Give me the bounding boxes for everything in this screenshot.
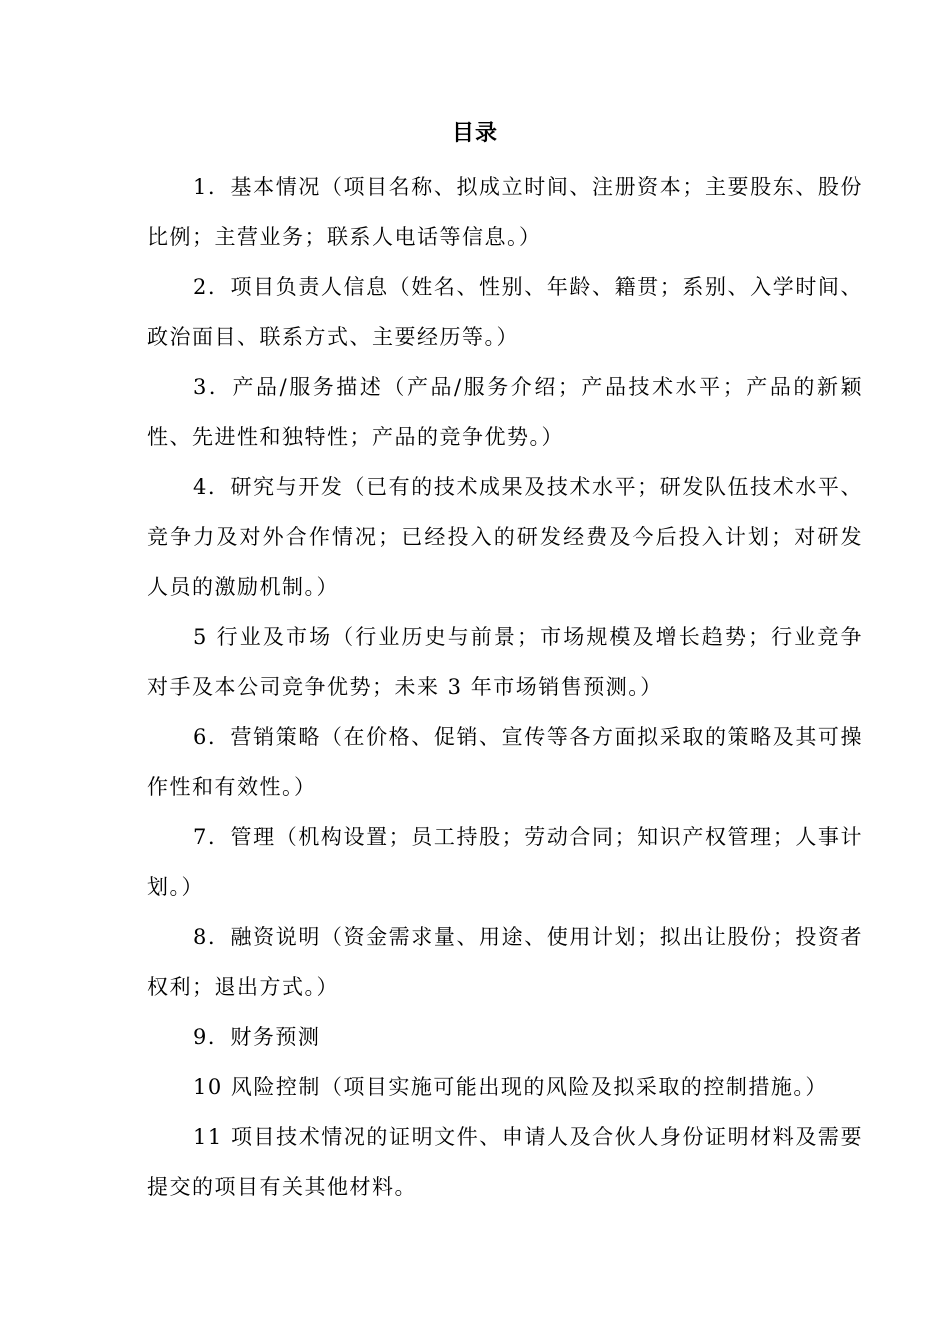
- toc-item-1: 1．基本情况（项目名称、拟成立时间、注册资本；主要股东、股份比例；主营业务；联系人电话等信息。）: [147, 175, 863, 249]
- toc-list: [147, 162, 863, 1212]
- page-title: 目录: [451, 121, 498, 146]
- toc-item-4: 4．研究与开发（已有的技术成果及技术水平；研发队伍技术水平、竞争力及对外合作情况；已经投入的研发经费及今后投入计划；对研发人员的激励机制。）: [147, 475, 863, 599]
- toc-item-3: 3．产品/服务描述（产品/服务介绍；产品技术水平；产品的新颖性、先进性和独特性；产品的竞争优势。）: [147, 375, 863, 449]
- toc-item-9: 9．财务预测: [193, 1025, 321, 1049]
- toc-item-7: 7．管理（机构设置；员工持股；劳动合同；知识产权管理；人事计划。）: [147, 825, 863, 899]
- toc-item-5: 5 行业及市场（行业历史与前景；市场规模及增长趋势；行业竞争对手及本公司竞争优势；未来 3 年市场销售预测。）: [147, 625, 863, 699]
- toc-item-2: 2．项目负责人信息（姓名、性别、年龄、籍贯；系别、入学时间、政治面目、联系方式、主要经历等。）: [147, 275, 863, 349]
- toc-item-10: 10 风险控制（项目实施可能出现的风险及拟采取的控制措施。）: [193, 1075, 828, 1099]
- toc-item-11: 11 项目技术情况的证明文件、申请人及合伙人身份证明材料及需要提交的项目有关其他材料。: [147, 1125, 863, 1199]
- toc-item-8: 8．融资说明（资金需求量、用途、使用计划；拟出让股份；投资者权利；退出方式。）: [147, 925, 863, 999]
- toc-item-6: 6．营销策略（在价格、促销、宣传等各方面拟采取的策略及其可操作性和有效性。）: [147, 725, 863, 799]
